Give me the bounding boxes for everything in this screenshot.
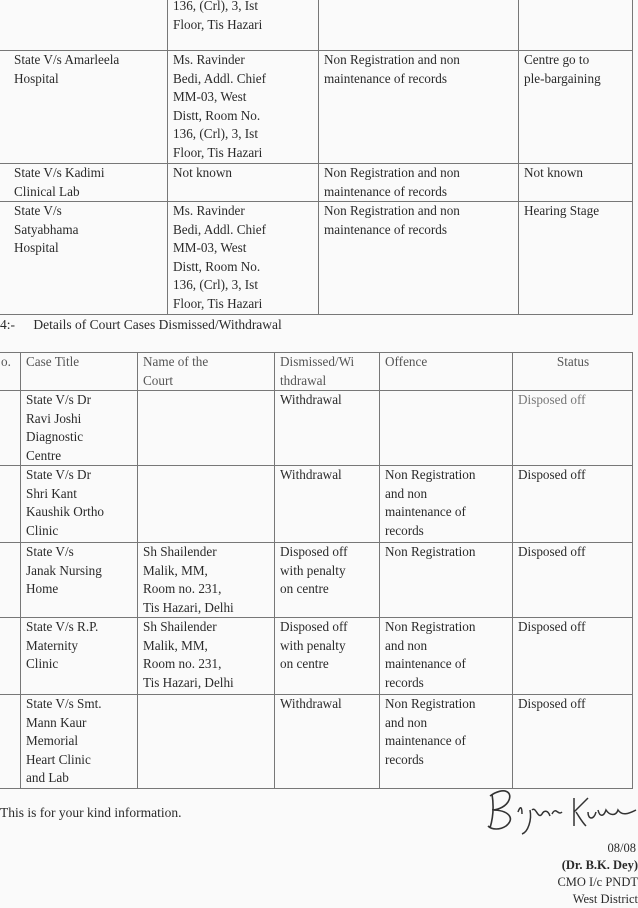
no-cell bbox=[0, 695, 21, 789]
offence-cell: Non Registration and non maintenance of records bbox=[319, 202, 519, 315]
header-no: o. bbox=[0, 353, 21, 391]
dismissed-cell: Disposed off with penalty on centre bbox=[275, 618, 380, 695]
court-cell: Not known bbox=[168, 164, 319, 202]
status-cell bbox=[519, 0, 633, 51]
closing-line: This is for your kind information. bbox=[0, 805, 182, 820]
table-row bbox=[0, 618, 633, 695]
case-title-cell bbox=[0, 0, 168, 51]
no-cell bbox=[0, 618, 21, 695]
signature-date: 08/08 bbox=[607, 841, 636, 855]
status-cell: Disposed off bbox=[513, 466, 633, 543]
section-title: Details of Court Cases Dismissed/Withdrawal bbox=[33, 317, 282, 332]
case-title-cell: State V/s R.P. Maternity Clinic bbox=[21, 618, 138, 695]
offence-cell: Non Registration and non maintenance of records bbox=[380, 618, 513, 695]
table-row bbox=[0, 466, 633, 543]
case-title-cell: State V/s Satyabhama Hospital bbox=[0, 202, 168, 315]
header-court: Name of the Court bbox=[138, 353, 275, 391]
case-title-cell: State V/s Smt. Mann Kaur Memorial Heart Clinic and Lab bbox=[21, 695, 138, 789]
dismissed-cases-table bbox=[0, 352, 633, 789]
court-cell bbox=[138, 391, 275, 466]
offence-cell: Non Registration and non maintenance of records bbox=[380, 695, 513, 789]
status-cell: Disposed off bbox=[513, 695, 633, 789]
status-cell: Not known bbox=[519, 164, 633, 202]
table-row bbox=[0, 51, 633, 164]
dismissed-cell: Withdrawal bbox=[275, 695, 380, 789]
signatory-district: West District bbox=[572, 892, 638, 906]
offence-cell: Non Registration and non maintenance of records bbox=[319, 164, 519, 202]
table-row bbox=[0, 543, 633, 618]
no-cell bbox=[0, 466, 21, 543]
no-cell bbox=[0, 391, 21, 466]
table-row bbox=[0, 391, 633, 466]
section-heading bbox=[0, 316, 282, 335]
handwritten-signature bbox=[470, 776, 638, 836]
no-cell bbox=[0, 543, 21, 618]
court-cell: 136, (Crl), 3, Ist Floor, Tis Hazari bbox=[168, 0, 319, 51]
table-row bbox=[0, 695, 633, 789]
status-cell: Disposed off bbox=[513, 391, 633, 466]
offence-cell: Non Registration and non maintenance of records bbox=[380, 466, 513, 543]
court-cell bbox=[138, 695, 275, 789]
signature-block bbox=[496, 840, 638, 908]
offence-cell bbox=[319, 0, 519, 51]
court-cell: Ms. Ravinder Bedi, Addl. Chief MM-03, West Distt, Room No. 136, (Crl), 3, Ist Floor, Tis Hazari bbox=[168, 51, 319, 164]
court-cases-table bbox=[0, 0, 633, 315]
status-cell: Centre go to ple-bargaining bbox=[519, 51, 633, 164]
offence-cell: Non Registration and non maintenance of records bbox=[319, 51, 519, 164]
header-offence: Offence bbox=[380, 353, 513, 391]
signatory-designation: CMO I/c PNDT bbox=[557, 875, 638, 889]
table-header-row bbox=[0, 353, 633, 391]
dismissed-cell: Disposed off with penalty on centre bbox=[275, 543, 380, 618]
header-case-title: Case Title bbox=[21, 353, 138, 391]
offence-cell: Non Registration bbox=[380, 543, 513, 618]
header-status: Status bbox=[513, 353, 633, 391]
case-title-cell: State V/s Dr Ravi Joshi Diagnostic Centre bbox=[21, 391, 138, 466]
status-cell: Disposed off bbox=[513, 543, 633, 618]
case-title-cell: State V/s Dr Shri Kant Kaushik Ortho Clinic bbox=[21, 466, 138, 543]
dismissed-cell: Withdrawal bbox=[275, 391, 380, 466]
offence-cell bbox=[380, 391, 513, 466]
signatory-name: (Dr. B.K. Dey) bbox=[561, 858, 638, 872]
status-cell: Disposed off bbox=[513, 618, 633, 695]
case-title-cell: State V/s Janak Nursing Home bbox=[21, 543, 138, 618]
section-number: 4:- bbox=[0, 317, 15, 332]
court-cell: Sh Shailender Malik, MM, Room no. 231, Tis Hazari, Delhi bbox=[138, 618, 275, 695]
court-cell bbox=[138, 466, 275, 543]
table-row bbox=[0, 202, 633, 315]
status-cell: Hearing Stage bbox=[519, 202, 633, 315]
case-title-cell: State V/s Kadimi Clinical Lab bbox=[0, 164, 168, 202]
case-title-cell: State V/s Amarleela Hospital bbox=[0, 51, 168, 164]
court-cell: Ms. Ravinder Bedi, Addl. Chief MM-03, West Distt, Room No. 136, (Crl), 3, Ist Floor, Tis Hazari bbox=[168, 202, 319, 315]
court-cell: Sh Shailender Malik, MM, Room no. 231, Tis Hazari, Delhi bbox=[138, 543, 275, 618]
header-dismissed: Dismissed/Wi thdrawal bbox=[275, 353, 380, 391]
table-row bbox=[0, 164, 633, 202]
dismissed-cell: Withdrawal bbox=[275, 466, 380, 543]
table-row bbox=[0, 0, 633, 51]
